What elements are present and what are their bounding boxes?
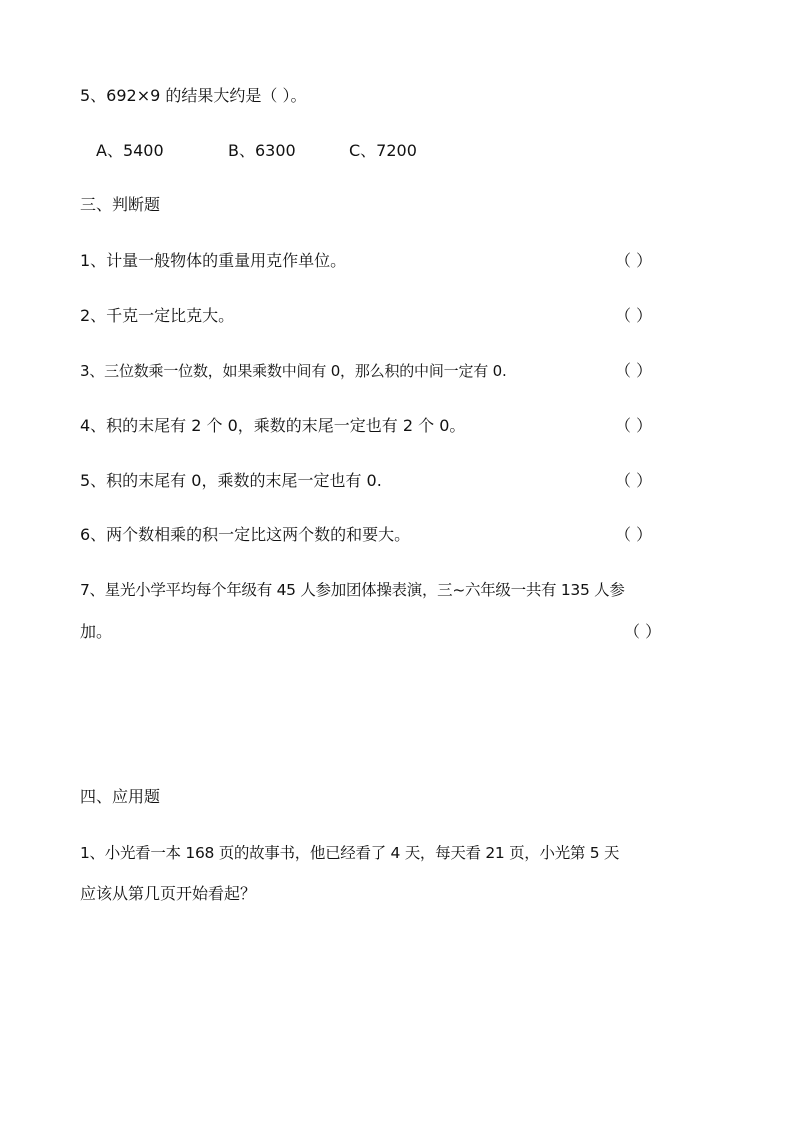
judgment-item-4: 4、积的末尾有 2 个 0，乘数的末尾一定也有 2 个 0。 [80, 416, 466, 435]
answer-paren-5: （ ） [615, 471, 653, 490]
option-b: B、6300 [228, 141, 296, 160]
answer-paren-4: （ ） [615, 416, 653, 435]
judgment-item-1: 1、计量一般物体的重量用克作单位。 [80, 251, 347, 270]
section-4-title: 四、应用题 [80, 787, 161, 806]
judgment-item-3: 3、三位数乘一位数，如果乘数中间有 0，那么积的中间一定有 0. [80, 362, 507, 380]
application-q1-line1: 1、小光看一本 168 页的故事书，他已经看了 4 天，每天看 21 页，小光第 5 天 [80, 844, 620, 862]
answer-paren-1: （ ） [615, 251, 653, 270]
question-5: 5、692×9 的结果大约是（ ）。 [80, 86, 307, 105]
option-a: A、5400 [96, 141, 164, 160]
option-c: C、7200 [349, 141, 417, 160]
answer-paren-3: （ ） [615, 361, 653, 380]
section-3-title: 三、判断题 [80, 195, 161, 214]
judgment-item-5: 5、积的末尾有 0，乘数的末尾一定也有 0. [80, 471, 382, 490]
judgment-item-7-continued: 加。 [80, 622, 113, 641]
application-q1-line2: 应该从第几页开始看起？ [80, 884, 257, 903]
judgment-item-6: 6、两个数相乘的积一定比这两个数的和要大。 [80, 525, 411, 544]
answer-paren-6: （ ） [615, 525, 653, 544]
answer-paren-2: （ ） [615, 306, 653, 325]
answer-paren-7: （ ） [624, 622, 662, 641]
judgment-item-2: 2、千克一定比克大。 [80, 306, 235, 325]
judgment-item-7: 7、星光小学平均每个年级有 45 人参加团体操表演，三~六年级一共有 135 人参 [80, 581, 625, 599]
